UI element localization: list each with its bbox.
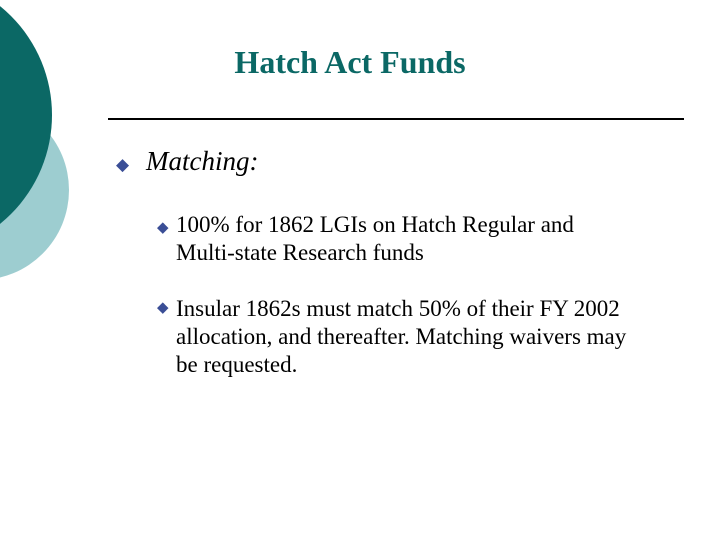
- diamond-bullet-icon: ◆: [116, 155, 130, 174]
- slide-title: Hatch Act Funds: [234, 44, 466, 80]
- diamond-bullet-icon: ◆: [157, 220, 169, 236]
- bullet-point-2: Insular 1862s must match 50% of their FY 2002 allocation, and thereafter. Matching waivers may be requested.: [176, 296, 627, 377]
- title-divider: [108, 118, 684, 120]
- diamond-bullet-icon: ◆: [157, 300, 169, 316]
- bullet-point-1: 100% for 1862 LGIs on Hatch Regular and Multi-state Research funds: [176, 212, 574, 265]
- heading-matching: Matching:: [146, 146, 259, 176]
